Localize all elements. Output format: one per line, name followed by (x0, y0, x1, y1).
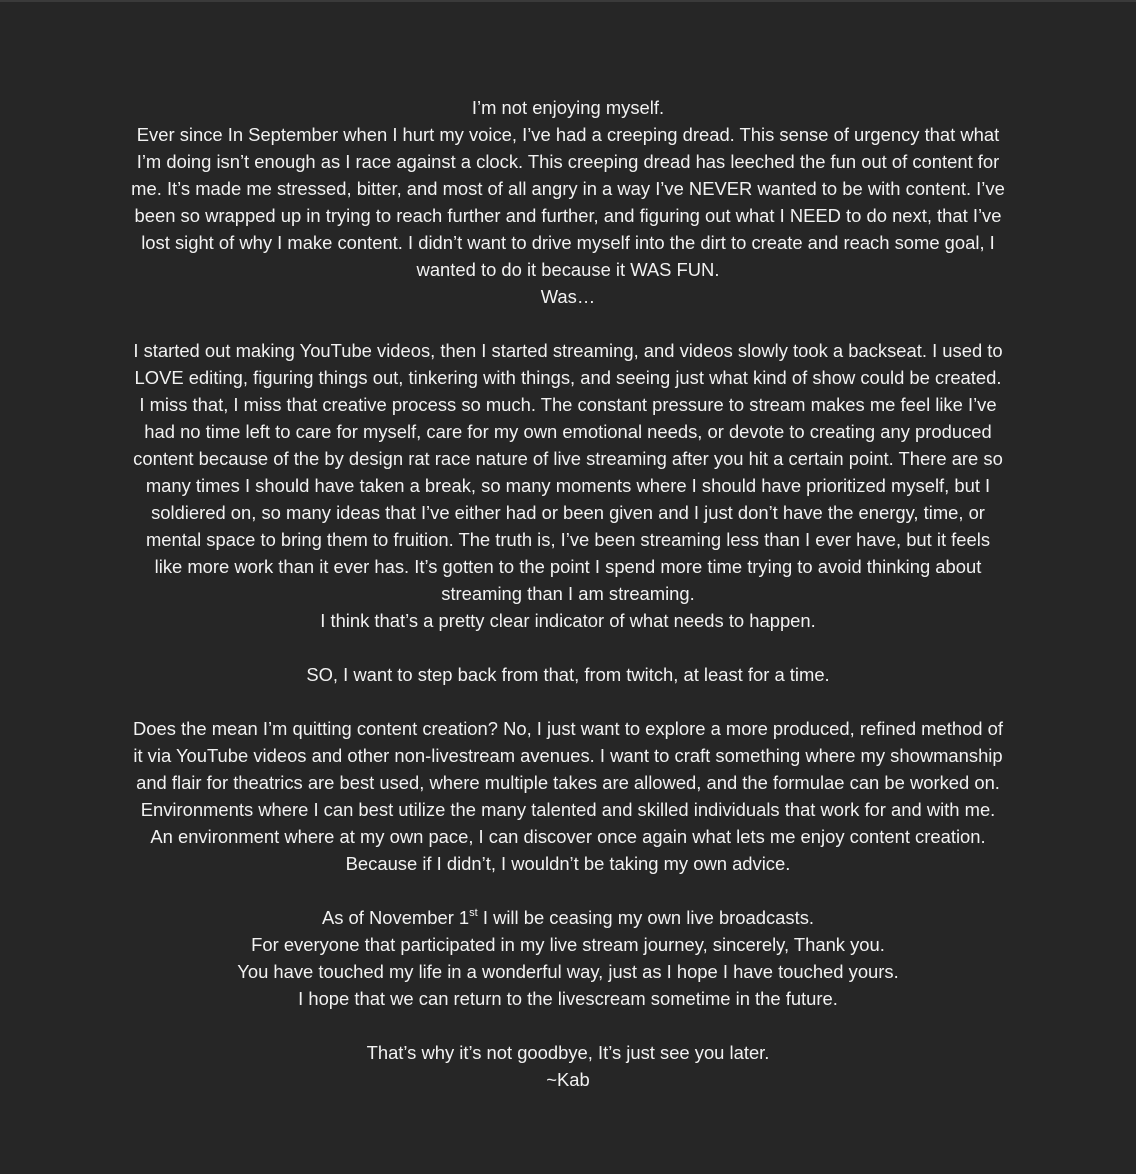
signature: ~Kab (546, 1069, 590, 1090)
opening-line: I’m not enjoying myself. (471, 97, 665, 118)
november-text-before: As of November 1 (321, 907, 470, 928)
november-text-after: I will be ceasing my own live broadcasts. (477, 907, 815, 928)
line-return: I hope that we can return to the livescream sometime in the future. (298, 988, 838, 1009)
blank-line (130, 1012, 1006, 1039)
line-step-back: SO, I want to step back from that, from twitch, at least for a time. (306, 664, 830, 685)
blank-line (130, 634, 1006, 661)
blank-line (130, 688, 1006, 715)
paragraph-streaming: I started out making YouTube videos, then I started streaming, and videos slowly took a backseat. I used to LOVE editing, figuring things out, tinkering with things, and seeing just what kind of show could be created. I miss that, I miss that creative process so much. The constant pressure to stream makes me feel like I’ve had no time left to care for myself, care for my own emotional needs, or devote to creating any produced content because of the by design rat race nature of live streaming after you hit a certain point. There are so many times I should have taken a break, so many moments where I should have prioritized myself, but I soldiered on, so many ideas that I’ve either had or been given and I just don’t have the energy, time, or mental space to bring them to fruition. The truth is, I’ve been streaming less than I ever have, but it feels like more work than it ever has. It’s gotten to the point I spend more time trying to avoid thinking about streaming than I am streaming. (133, 340, 1003, 604)
line-was: Was… (540, 286, 596, 307)
paragraph-voice: Ever since In September when I hurt my voice, I’ve had a creeping dread. This sense of urgency that what I’m doing isn’t enough as I race against a clock. This creeping dread has leeched the fun out of content for me. It’s made me stressed, bitter, and most of all angry in a way I’ve NEVER wanted to be with content. I’ve been so wrapped up in trying to reach further and further, and figuring out what I NEED to do next, that I’ve lost sight of why I make content. I didn’t want to drive myself into the dirt to create and reach some goal, I wanted to do it because it WAS FUN. (131, 124, 1005, 280)
line-touched: You have touched my life in a wonderful way, just as I hope I have touched yours. (237, 961, 899, 982)
message-document (130, 94, 1006, 1093)
line-indicator: I think that’s a pretty clear indicator of what needs to happen. (320, 610, 816, 631)
november-ordinal-suffix: st (469, 906, 478, 919)
line-advice: Because if I didn’t, I wouldn’t be taking my own advice. (345, 853, 791, 874)
paragraph-content-creation: Does the mean I’m quitting content creation? No, I just want to explore a more produced, refined method of it via YouTube videos and other non-livestream avenues. I want to craft something where my showmanship and flair for theatrics are best used, where multiple takes are allowed, and the formulae can be worked on. Environments where I can best utilize the many talented and skilled individuals that work for and with me. An environment where at my own pace, I can discover once again what lets me enjoy content creation. (133, 718, 1003, 847)
line-november (130, 904, 1006, 931)
line-thanks: For everyone that participated in my live stream journey, sincerely, Thank you. (251, 934, 885, 955)
blank-line (130, 310, 1006, 337)
blank-line (130, 877, 1006, 904)
line-goodbye: That’s why it’s not goodbye, It’s just see you later. (366, 1042, 770, 1063)
